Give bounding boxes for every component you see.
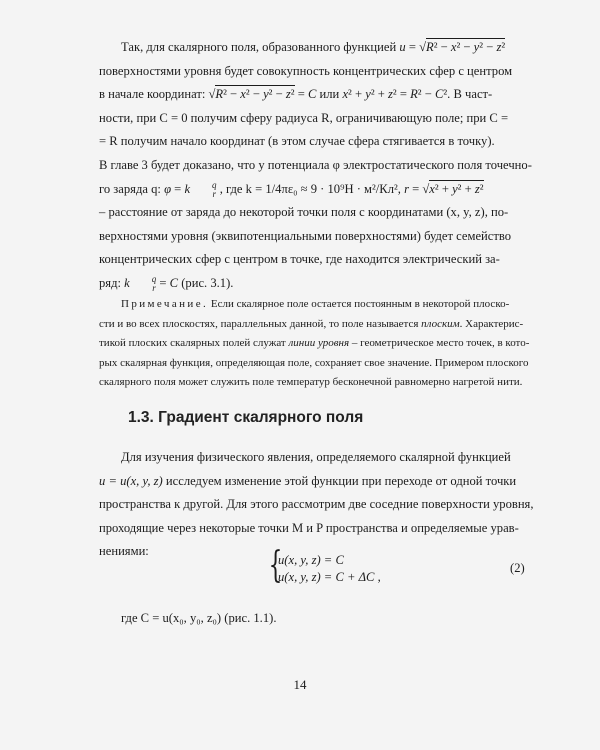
italic-term: плоским xyxy=(421,317,460,330)
formula: u = u(x, y, z) xyxy=(99,473,163,488)
text-line: нениями: xyxy=(99,544,149,559)
italic-term: линии уровня xyxy=(288,337,350,350)
text-line: исследуем изменение этой функции при переходе от одной точки xyxy=(165,473,517,488)
text-line: скалярного поля может служить поле температур бесконечной равномерно нагретой нити. xyxy=(99,376,523,389)
text-line: Так, для скалярного поля, образованного функцией xyxy=(121,40,397,54)
text-line: , где k = 1/4πε₀ ≈ 9 · 10⁹Н · м²/Кл², xyxy=(219,181,401,196)
text-line: . Характерис- xyxy=(459,317,524,330)
paragraph-closing xyxy=(99,607,537,631)
text-line: Для изучения физического явления, определяемого скалярной функцией xyxy=(121,450,511,464)
text-line: В главе 3 будет доказано, что у потенциала φ электростатического поля точечно- xyxy=(99,157,532,172)
paragraph-fields: Так, для скалярного поля, образованного функцией u = √R² − x² − y² − z² поверхностями уровня будет совокупность концентрических сфер с центром в начале координат: √R² − x² − y² − z² = C или x² + y² + z² = R² − C². В част- ности, при C = 0 получим сферу радиуса R, ограничивающую поле; при C = = R получим начало координат (в этом случае сфера стягивается в точку). В главе 3 будет доказано, что у потенциала φ электростатического поля точечно- го заряда q: φ = k q r , где k = 1/4πε₀ ≈ 9 · 10⁹Н · м²/Кл², r = √x² + y² + z² – расстояние от заряда до некоторой точки поля с координатами (x, y, z), по- верхностями уровня (эквипотенциальными поверхностями) будет семейство концентрических сфер с центром в точке, где находится электрический за- ряд: k q r = C (рис. 3.1). xyxy=(99,40,532,294)
text-line: – расстояние от заряда до некоторой точки поля с координатами (x, y, z), по- xyxy=(99,205,509,220)
text-line: – геометрическое место точек, в кото- xyxy=(351,337,530,350)
text-line: верхностями уровня (эквипотенциальными поверхностями) будет семейство xyxy=(99,228,512,243)
section-heading: 1.3. Градиент скалярного поля xyxy=(128,409,364,426)
page-number: 14 xyxy=(293,677,307,692)
note-block xyxy=(99,295,537,393)
text-line: концентрических сфер с центром в точке, где находится электрический за- xyxy=(99,252,500,267)
text-line: поверхностями уровня будет совокупность концентрических сфер с центром xyxy=(99,63,513,78)
text-line: в начале координат: xyxy=(99,87,206,102)
text-line: сти и во всех плоскостях, параллельных данной, то поле называется xyxy=(99,317,419,330)
text-line: проходящие через некоторые точки M и P пространства и определяемые урав- xyxy=(99,520,519,535)
text-line: где C = u(x₀, y₀, z₀) (рис. 1.1). xyxy=(121,611,277,625)
equation-line: u(x, y, z) = C xyxy=(278,553,344,567)
text-line: Если скалярное поле остается постоянным в некоторой плоско- xyxy=(210,298,510,310)
brace-icon: { xyxy=(268,545,283,586)
text-line: (рис. 3.1). xyxy=(181,275,234,290)
paragraph-gradient xyxy=(99,446,537,564)
text-line: или xyxy=(319,87,340,102)
text-line: тикой плоских скалярных полей служат xyxy=(99,337,286,350)
text-line: го заряда q: xyxy=(99,181,161,196)
text-line: В част- xyxy=(453,87,493,102)
text-line: = R получим начало координат (в этом случае сфера стягивается в точку). xyxy=(99,134,495,149)
note-label: Примечание. xyxy=(121,298,209,310)
equation-system xyxy=(266,552,381,586)
equation-number: (2) xyxy=(510,561,525,575)
text-line: рых скалярная функция, определяющая поле, сохраняет свое значение. Примером плоского xyxy=(99,356,529,369)
text-line: пространства к другой. Для этого рассмотрим две соседние поверхности уровня, xyxy=(99,497,534,512)
text-line: ности, при C = 0 получим сферу радиуса R, ограничивающую поле; при C = xyxy=(99,110,509,125)
equation-line: u(x, y, z) = C + ΔC , xyxy=(278,570,381,584)
text-line: ряд: xyxy=(99,275,121,290)
